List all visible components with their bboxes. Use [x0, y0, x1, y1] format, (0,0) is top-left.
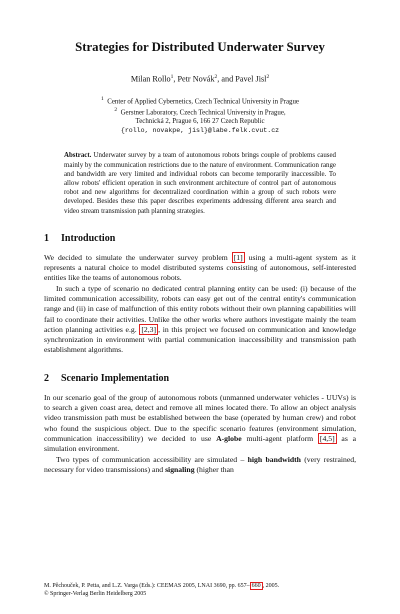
author-separator: , and [217, 74, 236, 84]
author-name: Petr Novák [177, 74, 215, 84]
section-title: Introduction [61, 232, 116, 244]
platform-name: A-globe [216, 433, 242, 443]
text-run: M. Pěchouček, P. Petta, and L.Z. Varga (Eds.): CEEMAS 2005, LNAI 3690, pp. 657– [44, 583, 250, 589]
page-footer [44, 582, 279, 598]
term-bold: high bandwidth [247, 454, 301, 464]
affiliation-mark: 2 [114, 107, 118, 114]
text-run: using a multi-agent system as it represents a natural choice to model distributed systems consisting of autonomous, self-interested entities like the teams of autonomous robots. [44, 252, 356, 283]
text-run: (higher than [194, 464, 234, 474]
text-run: (very restrained, necessary for video transmissions) and [44, 454, 357, 474]
text-run: multi-agent platform [241, 433, 318, 443]
scenario-paragraph-1 [44, 393, 356, 455]
intro-paragraph-1 [44, 253, 356, 284]
section-number: 1 [44, 232, 49, 244]
page-link[interactable]: 660 [251, 583, 261, 589]
text-run: In our scenario goal of the group of autonomous robots (unmanned underwater vehicles - UUVs) is to search a given coast area, detect and remove all mines located there. To allow an object analysis video transmission path must be established between the base (operated by human crew) and robot who found the suspicious object. Due to the specific scenario features (environment simulation, communication inaccessibility) we decided to use [44, 392, 356, 443]
paper-title: Strategies for Distributed Underwater Survey [75, 40, 325, 54]
author-affiliation-mark: 2 [214, 74, 218, 80]
text-run: , 2005. [262, 583, 280, 589]
abstract [64, 151, 336, 215]
affiliations [44, 95, 356, 136]
author-list [44, 74, 356, 84]
text-run: In such a type of scenario no dedicated central planning entity can be used: (i) because of the limited communication accessibility, robots can easy get out of the central entity's communication range and (ii) in case of malfunction of this entity robots without their own planning capabilities will fail to coordinate their activities. Unlike the other works where authors investigate mainly the team action planning activities e.g. [44, 283, 356, 334]
affiliation-1 [44, 95, 356, 106]
intro-paragraph-2 [44, 284, 356, 356]
affiliation-2 [44, 106, 356, 117]
abstract-text: Underwater survey by a team of autonomous robots brings couple of problems caused mainly by the communication restrictions due to the nature of environment. Communication range and bandwidth are very limited and individual robots can become temporarily inaccessible. To allow robots' efficient operation in such environment architecture of control part of autonomous robot and new algorithms for decentralized coordination within a group of such robots were developed. Besides these this paper describes experiments addressing different area search and video stream transmission path planning strategies. [64, 152, 336, 215]
term-bold: signaling [165, 464, 195, 474]
author-emails: {rollo, novakpe, jisl}@labe.felk.cvut.cz [120, 127, 280, 135]
author-separator: , [173, 74, 178, 84]
author-name: Pavel Jisl [235, 74, 267, 84]
affiliation-text: Gerstner Laboratory, Czech Technical University in Prague, [120, 109, 286, 117]
citation-link[interactable]: [2,3] [141, 324, 157, 334]
citation-link[interactable]: [4,5] [319, 433, 335, 443]
text-run: as a simulation environment. [44, 433, 356, 454]
text-run: Two types of communication accessibility are simulated – [56, 454, 248, 464]
author-name: Milan Rollo [130, 74, 171, 84]
text-run: We decided to simulate the underwater survey problem [44, 252, 232, 262]
section-heading-scenario [44, 373, 356, 384]
citation-link[interactable]: [1] [233, 252, 243, 262]
section-number: 2 [44, 372, 49, 384]
affiliation-text: Center of Applied Cybernetics, Czech Technical University in Prague [107, 98, 299, 106]
scenario-paragraph-2 [44, 455, 356, 476]
abstract-label: Abstract. [64, 152, 92, 160]
affiliation-address: Technická 2, Prague 6, 166 27 Czech Republic [135, 118, 265, 126]
affiliation-mark: 1 [101, 95, 104, 102]
section-heading-introduction [44, 233, 356, 244]
author-affiliation-mark: 2 [266, 74, 270, 80]
text-run: , in this project we focused on communication and knowledge synchronization in environment with partial communication inaccessibility and transmission path establishment algorithms. [44, 324, 356, 355]
footer-citation [44, 582, 279, 590]
footer-copyright: © Springer-Verlag Berlin Heidelberg 2005 [44, 591, 147, 597]
author-affiliation-mark: 1 [170, 74, 174, 80]
section-title: Scenario Implementation [61, 372, 170, 384]
